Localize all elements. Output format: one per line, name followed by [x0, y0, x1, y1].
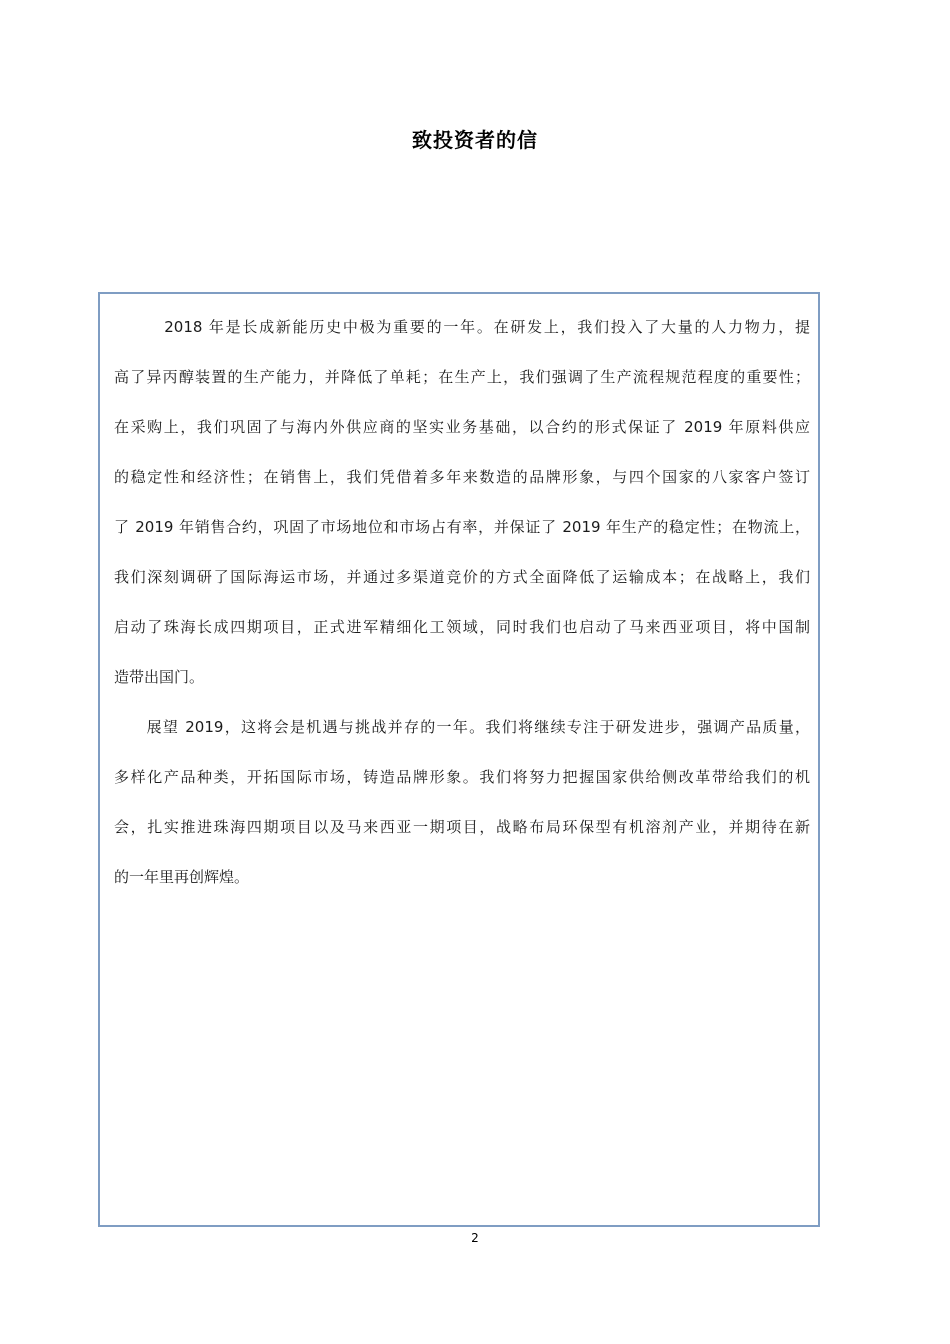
text-line: 在采购上，我们巩固了与海内外供应商的坚实业务基础，以合约的形式保证了 2019 年原料供应 — [114, 418, 810, 436]
text-line: 的稳定性和经济性；在销售上，我们凭借着多年来数造的品牌形象，与四个国家的八家客户签订 — [114, 468, 810, 486]
text-line: 我们深刻调研了国际海运市场，并通过多渠道竞价的方式全面降低了运输成本；在战略上，我们 — [114, 568, 810, 586]
text-line: 启动了珠海长成四期项目，正式进军精细化工领域，同时我们也启动了马来西亚项目，将中国制 — [114, 618, 810, 636]
text-line: 高了异丙醇装置的生产能力，并降低了单耗；在生产上，我们强调了生产流程规范程度的重要性； — [114, 368, 810, 386]
text-line: 多样化产品种类，开拓国际市场，铸造品牌形象。我们将努力把握国家供给侧改革带给我们的机 — [114, 768, 810, 786]
text-line: 2018 年是长成新能历史中极为重要的一年。在研发上，我们投入了大量的人力物力，提 — [114, 318, 810, 336]
letter-title: 致投资者的信 — [412, 128, 538, 152]
text-line: 会，扎实推进珠海四期项目以及马来西亚一期项目，战略布局环保型有机溶剂产业，并期待在新 — [114, 818, 810, 836]
page-number: 2 — [471, 1231, 479, 1245]
letter-body-frame — [98, 292, 820, 1227]
text-line: 的一年里再创辉煌。 — [114, 868, 250, 886]
paragraph-outlook-2019 — [114, 702, 810, 902]
paragraph-review-2018 — [114, 302, 810, 702]
text-line: 造带出国门。 — [114, 668, 205, 686]
text-line: 了 2019 年销售合约，巩固了市场地位和市场占有率，并保证了 2019 年生产的稳定性；在物流上， — [114, 518, 810, 536]
text-line: 展望 2019，这将会是机遇与挑战并存的一年。我们将继续专注于研发进步，强调产品质量， — [114, 718, 810, 736]
